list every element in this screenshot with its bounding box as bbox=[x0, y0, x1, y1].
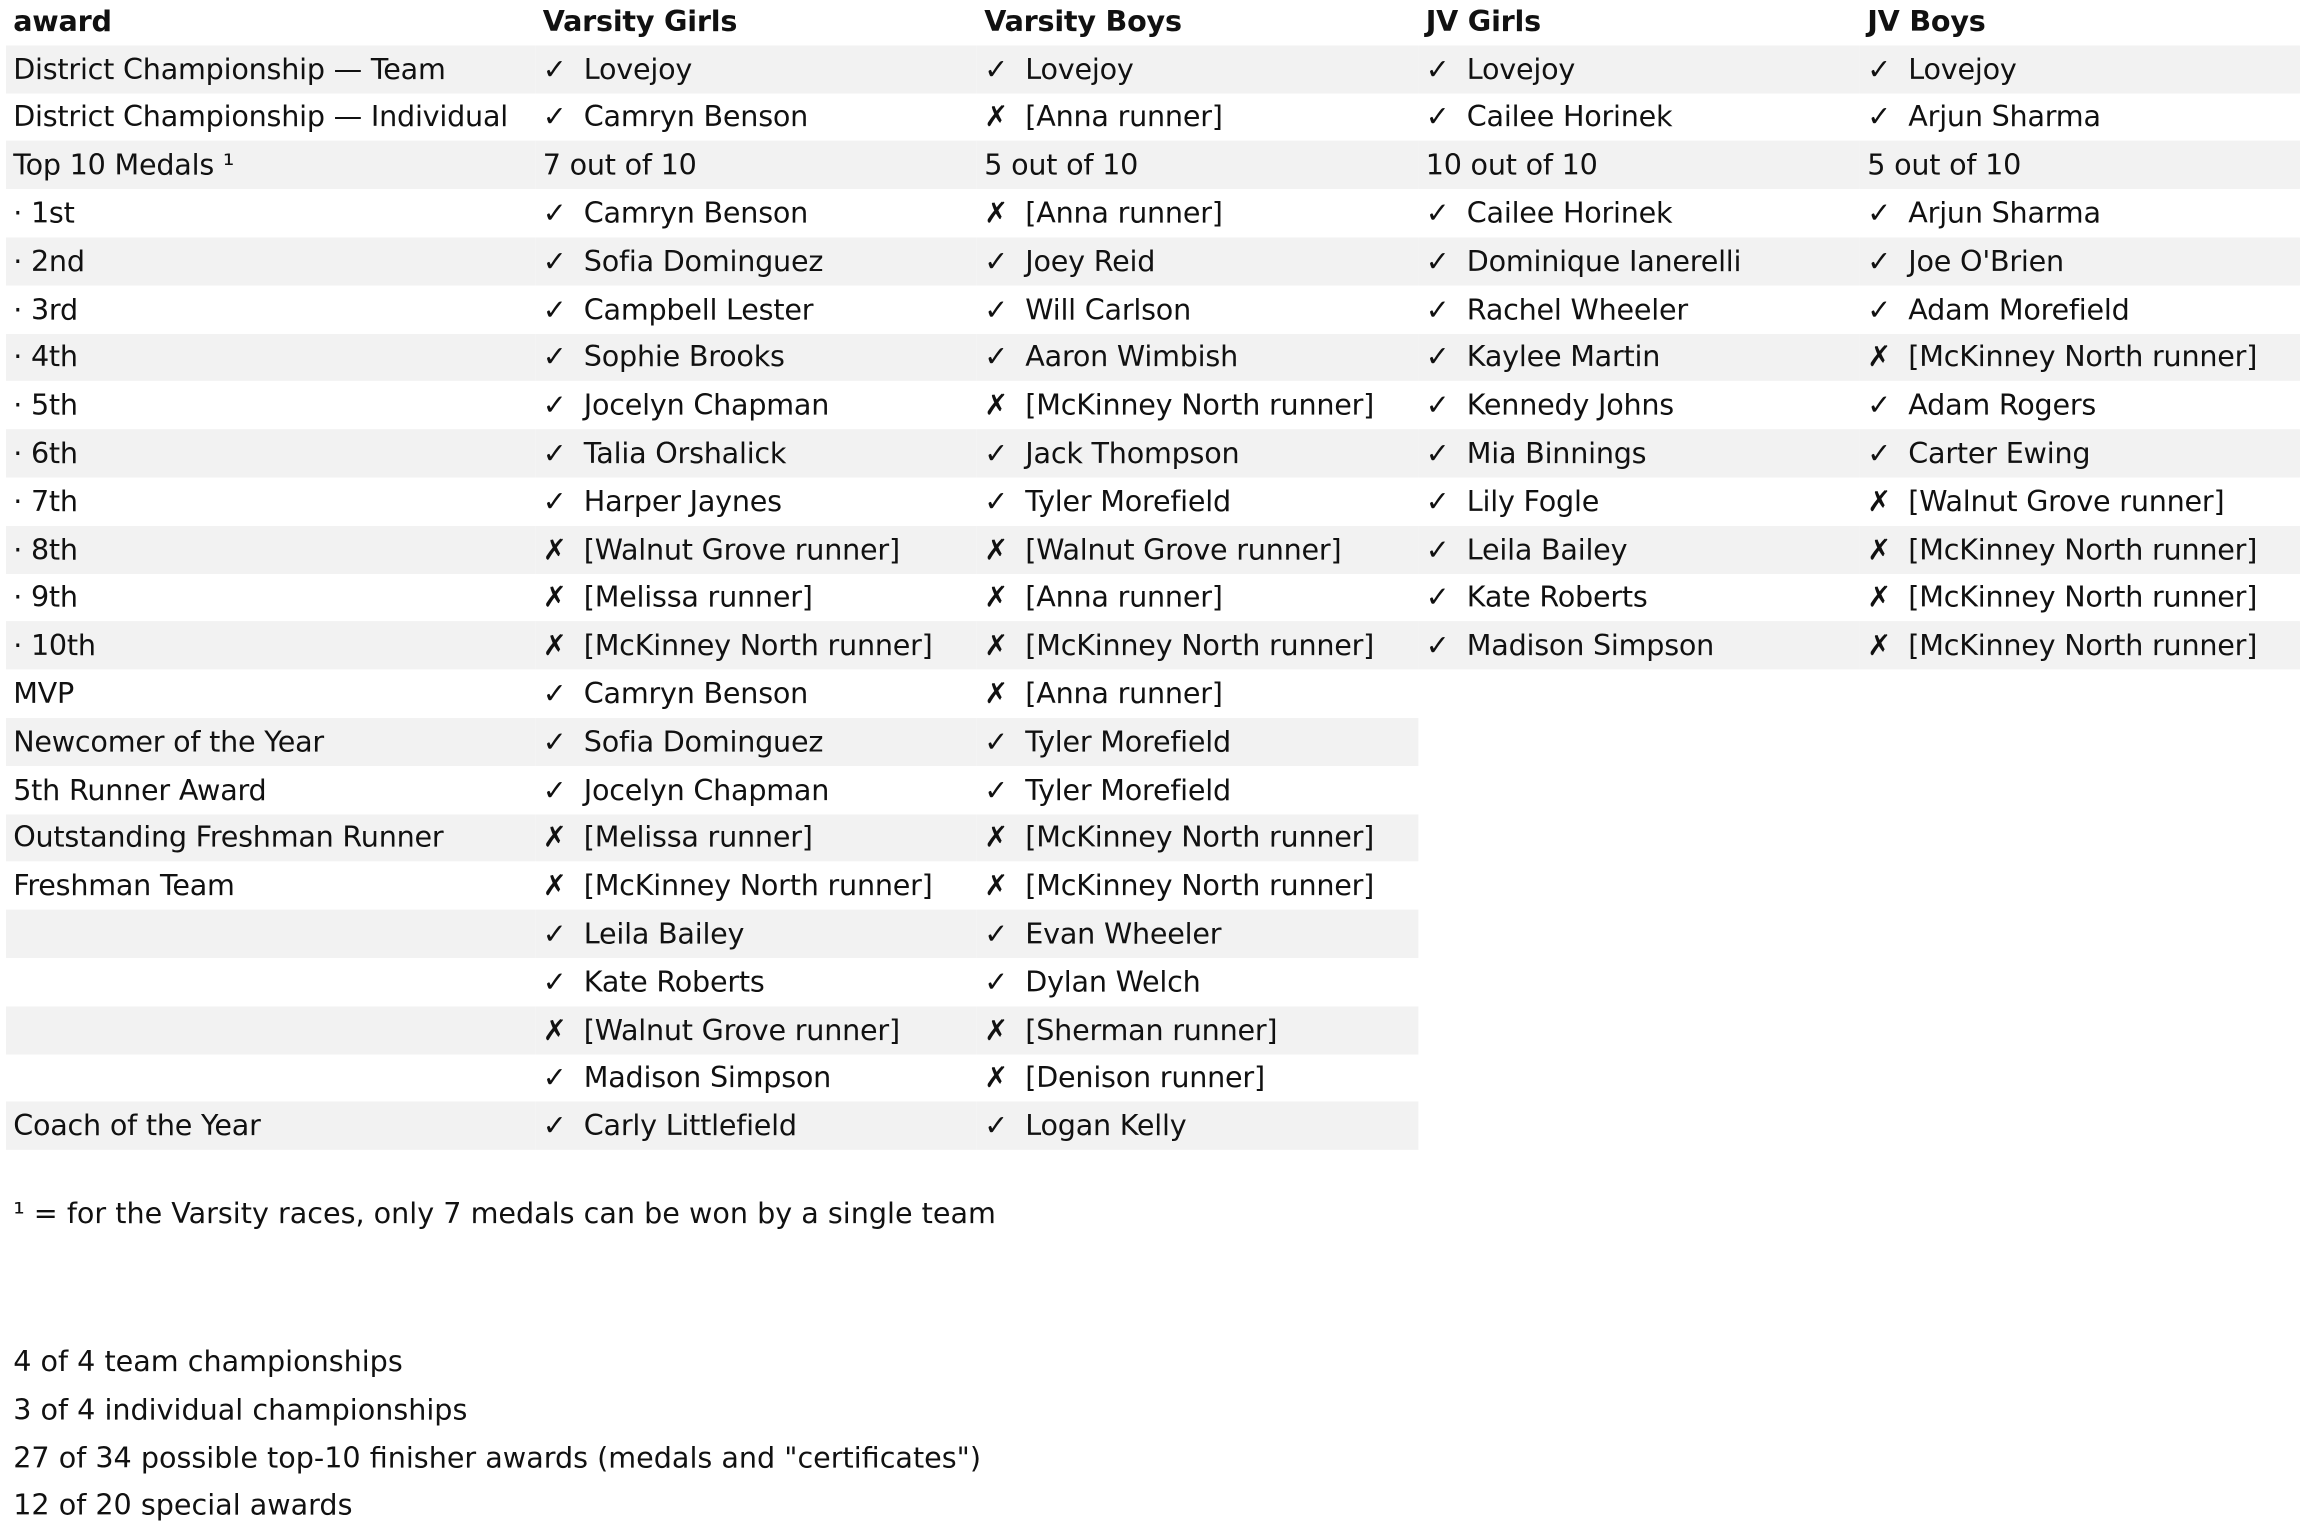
check-mark-icon: ✓ bbox=[542, 436, 567, 471]
table-row bbox=[6, 1054, 2300, 1102]
award-cell bbox=[535, 622, 977, 670]
award-recipient: [Walnut Grove runner] bbox=[1025, 532, 1342, 567]
award-cell bbox=[977, 958, 1419, 1006]
check-mark-icon: ✓ bbox=[542, 340, 567, 375]
award-recipient: Kate Roberts bbox=[1466, 580, 1648, 615]
award-recipient: Carter Ewing bbox=[1908, 436, 2091, 471]
check-mark-icon: ✓ bbox=[542, 100, 567, 135]
award-recipient: Aaron Wimbish bbox=[1025, 340, 1238, 375]
award-cell bbox=[977, 93, 1419, 141]
table-row bbox=[6, 1102, 2300, 1150]
award-recipient: Jocelyn Chapman bbox=[583, 388, 830, 423]
awards-table bbox=[6, 0, 2300, 1150]
awards-table-body bbox=[6, 45, 2300, 1150]
award-recipient: Kate Roberts bbox=[583, 965, 765, 999]
award-recipient: Camryn Benson bbox=[583, 100, 809, 135]
cross-mark-icon: ✗ bbox=[542, 820, 567, 855]
check-mark-icon: ✓ bbox=[542, 1061, 567, 1095]
award-cell bbox=[1418, 45, 1860, 93]
empty-cell bbox=[1418, 766, 1860, 814]
cross-mark-icon: ✗ bbox=[1867, 580, 1892, 615]
award-recipient: Camryn Benson bbox=[583, 676, 809, 711]
table-row bbox=[6, 862, 2300, 910]
award-recipient: 5 out of 10 bbox=[984, 148, 1139, 183]
cross-mark-icon: ✗ bbox=[984, 532, 1008, 567]
award-label bbox=[6, 910, 536, 958]
check-mark-icon: ✓ bbox=[542, 1109, 567, 1143]
check-mark-icon: ✓ bbox=[1867, 244, 1892, 279]
cross-mark-icon: ✗ bbox=[1867, 532, 1892, 567]
award-cell bbox=[977, 1054, 1419, 1102]
check-mark-icon: ✓ bbox=[542, 917, 567, 951]
empty-cell bbox=[1418, 670, 1860, 718]
award-recipient: [Anna runner] bbox=[1025, 100, 1223, 135]
award-recipient: [Anna runner] bbox=[1025, 676, 1223, 711]
award-label: · 10th bbox=[6, 622, 536, 670]
award-recipient: Logan Kelly bbox=[1025, 1109, 1187, 1143]
award-label bbox=[6, 1006, 536, 1054]
award-cell bbox=[535, 237, 977, 285]
award-cell bbox=[535, 766, 977, 814]
table-row bbox=[6, 670, 2300, 718]
award-cell bbox=[1418, 622, 1860, 670]
summary-line: 12 of 20 special awards bbox=[13, 1488, 353, 1523]
empty-cell bbox=[1860, 670, 2300, 718]
check-mark-icon: ✓ bbox=[1425, 628, 1450, 663]
award-recipient: Rachel Wheeler bbox=[1466, 292, 1688, 327]
award-label: · 3rd bbox=[13, 292, 78, 327]
award-recipient: Sofia Dominguez bbox=[583, 244, 824, 279]
award-cell bbox=[535, 381, 977, 429]
empty-cell bbox=[1860, 718, 2300, 766]
award-recipient: Mia Binnings bbox=[1466, 436, 1647, 471]
table-row bbox=[6, 141, 2300, 189]
award-cell bbox=[535, 429, 977, 477]
check-mark-icon: ✓ bbox=[1425, 292, 1450, 327]
award-cell bbox=[1860, 526, 2300, 574]
award-cell bbox=[1860, 189, 2300, 237]
check-mark-icon: ✓ bbox=[1425, 532, 1450, 567]
check-mark-icon: ✓ bbox=[1425, 52, 1450, 86]
check-mark-icon: ✓ bbox=[1867, 52, 1892, 86]
award-cell bbox=[977, 574, 1419, 622]
summary-line: 3 of 4 individual championships bbox=[13, 1392, 468, 1427]
award-recipient: [Denison runner] bbox=[1025, 1061, 1265, 1095]
award-cell bbox=[1418, 93, 1860, 141]
empty-cell bbox=[1418, 1054, 1860, 1102]
award-recipient: [McKinney North runner] bbox=[583, 868, 933, 903]
award-cell bbox=[1860, 477, 2300, 525]
empty-cell bbox=[1418, 910, 1860, 958]
award-cell bbox=[535, 141, 977, 189]
award-cell bbox=[1860, 429, 2300, 477]
award-recipient: Lovejoy bbox=[1025, 52, 1134, 86]
table-row bbox=[6, 285, 2300, 333]
award-recipient: [McKinney North runner] bbox=[583, 628, 933, 663]
table-row bbox=[6, 526, 2300, 574]
award-label: · 7th bbox=[13, 484, 78, 519]
check-mark-icon: ✓ bbox=[984, 244, 1008, 279]
award-recipient: Madison Simpson bbox=[1466, 628, 1715, 663]
table-row bbox=[6, 814, 2300, 862]
check-mark-icon: ✓ bbox=[542, 676, 567, 711]
empty-cell bbox=[1860, 910, 2300, 958]
check-mark-icon: ✓ bbox=[1867, 100, 1892, 135]
cross-mark-icon: ✗ bbox=[984, 868, 1008, 903]
award-label: Coach of the Year bbox=[6, 1102, 536, 1150]
award-cell bbox=[535, 862, 977, 910]
award-recipient: Tyler Morefield bbox=[1025, 772, 1231, 807]
check-mark-icon: ✓ bbox=[1425, 580, 1450, 615]
award-recipient: [McKinney North runner] bbox=[1908, 628, 2258, 663]
award-cell bbox=[977, 1006, 1419, 1054]
award-cell bbox=[1418, 574, 1860, 622]
award-cell bbox=[535, 718, 977, 766]
check-mark-icon: ✓ bbox=[542, 772, 567, 807]
cross-mark-icon: ✗ bbox=[542, 1013, 567, 1047]
footnote: ¹ = for the Varsity races, only 7 medals can be won by a single team bbox=[13, 1196, 996, 1231]
award-label: · 4th bbox=[6, 333, 536, 381]
award-cell bbox=[977, 45, 1419, 93]
award-cell bbox=[1418, 477, 1860, 525]
award-cell bbox=[1418, 429, 1860, 477]
award-recipient: Adam Morefield bbox=[1908, 292, 2130, 327]
award-recipient: [Melissa runner] bbox=[583, 820, 813, 855]
award-cell bbox=[535, 574, 977, 622]
cross-mark-icon: ✗ bbox=[984, 628, 1008, 663]
award-label: · 9th bbox=[13, 580, 78, 615]
table-row bbox=[6, 718, 2300, 766]
award-recipient: Sofia Dominguez bbox=[583, 724, 824, 759]
empty-cell bbox=[1860, 766, 2300, 814]
award-label: Newcomer of the Year bbox=[6, 718, 536, 766]
check-mark-icon: ✓ bbox=[984, 965, 1008, 999]
empty-cell bbox=[1860, 1054, 2300, 1102]
check-mark-icon: ✓ bbox=[1867, 196, 1892, 231]
check-mark-icon: ✓ bbox=[984, 484, 1008, 519]
table-row bbox=[6, 477, 2300, 525]
check-mark-icon: ✓ bbox=[542, 724, 567, 759]
award-label: · 6th bbox=[6, 429, 536, 477]
check-mark-icon: ✓ bbox=[542, 388, 567, 423]
award-recipient: [Walnut Grove runner] bbox=[583, 532, 900, 567]
award-cell bbox=[535, 1102, 977, 1150]
check-mark-icon: ✓ bbox=[1425, 340, 1450, 375]
award-cell bbox=[977, 766, 1419, 814]
award-label: Freshman Team bbox=[13, 868, 235, 903]
table-row bbox=[6, 766, 2300, 814]
award-cell bbox=[977, 1102, 1419, 1150]
award-recipient: [McKinney North runner] bbox=[1025, 388, 1375, 423]
award-recipient: [Sherman runner] bbox=[1025, 1013, 1278, 1047]
check-mark-icon: ✓ bbox=[542, 244, 567, 279]
cross-mark-icon: ✗ bbox=[542, 580, 567, 615]
award-recipient: Dominique Ianerelli bbox=[1466, 244, 1742, 279]
award-recipient: Will Carlson bbox=[1025, 292, 1191, 327]
check-mark-icon: ✓ bbox=[1425, 484, 1450, 519]
award-recipient: Tyler Morefield bbox=[1025, 724, 1231, 759]
award-cell bbox=[535, 285, 977, 333]
award-recipient: Joey Reid bbox=[1025, 244, 1156, 279]
empty-cell bbox=[1418, 862, 1860, 910]
award-recipient: [McKinney North runner] bbox=[1908, 580, 2258, 615]
check-mark-icon: ✓ bbox=[1867, 436, 1892, 471]
award-cell bbox=[535, 1006, 977, 1054]
empty-cell bbox=[1860, 862, 2300, 910]
table-row bbox=[6, 429, 2300, 477]
award-recipient: Arjun Sharma bbox=[1908, 100, 2101, 135]
table-row bbox=[6, 237, 2300, 285]
check-mark-icon: ✓ bbox=[984, 292, 1008, 327]
award-recipient: Tyler Morefield bbox=[1025, 484, 1231, 519]
award-cell bbox=[535, 45, 977, 93]
award-cell bbox=[977, 526, 1419, 574]
check-mark-icon: ✓ bbox=[984, 1109, 1008, 1143]
check-mark-icon: ✓ bbox=[1425, 196, 1450, 231]
check-mark-icon: ✓ bbox=[542, 52, 567, 86]
cross-mark-icon: ✗ bbox=[1867, 340, 1892, 375]
award-cell bbox=[977, 141, 1419, 189]
award-label bbox=[6, 1054, 536, 1102]
award-recipient: Lovejoy bbox=[583, 52, 693, 86]
award-cell bbox=[1860, 45, 2300, 93]
award-cell bbox=[977, 622, 1419, 670]
empty-cell bbox=[1418, 814, 1860, 862]
award-cell bbox=[977, 285, 1419, 333]
table-row bbox=[6, 93, 2300, 141]
table-row bbox=[6, 622, 2300, 670]
award-recipient: [Melissa runner] bbox=[583, 580, 813, 615]
check-mark-icon: ✓ bbox=[984, 436, 1008, 471]
award-cell bbox=[535, 1054, 977, 1102]
table-row bbox=[6, 189, 2300, 237]
award-recipient: Lily Fogle bbox=[1466, 484, 1600, 519]
cross-mark-icon: ✗ bbox=[542, 532, 567, 567]
award-cell bbox=[1418, 285, 1860, 333]
award-recipient: Jocelyn Chapman bbox=[583, 772, 830, 807]
award-label: · 2nd bbox=[6, 237, 536, 285]
award-label: 5th Runner Award bbox=[13, 772, 267, 807]
award-recipient: Evan Wheeler bbox=[1025, 917, 1222, 951]
award-cell bbox=[977, 670, 1419, 718]
table-row bbox=[6, 381, 2300, 429]
award-label: Top 10 Medals ¹ bbox=[6, 141, 536, 189]
check-mark-icon: ✓ bbox=[542, 484, 567, 519]
award-cell bbox=[1418, 237, 1860, 285]
award-cell bbox=[977, 718, 1419, 766]
award-recipient: Madison Simpson bbox=[583, 1061, 832, 1095]
award-recipient: [McKinney North runner] bbox=[1025, 868, 1375, 903]
check-mark-icon: ✓ bbox=[542, 965, 567, 999]
award-cell bbox=[1860, 381, 2300, 429]
column-header-award: award bbox=[13, 4, 112, 38]
award-recipient: [McKinney North runner] bbox=[1025, 820, 1375, 855]
check-mark-icon: ✓ bbox=[542, 196, 567, 231]
award-cell bbox=[977, 237, 1419, 285]
award-cell bbox=[535, 93, 977, 141]
award-recipient: [McKinney North runner] bbox=[1025, 628, 1375, 663]
check-mark-icon: ✓ bbox=[984, 340, 1008, 375]
award-recipient: Carly Littlefield bbox=[583, 1109, 797, 1143]
check-mark-icon: ✓ bbox=[1425, 100, 1450, 135]
check-mark-icon: ✓ bbox=[984, 724, 1008, 759]
check-mark-icon: ✓ bbox=[1425, 388, 1450, 423]
award-recipient: Kennedy Johns bbox=[1466, 388, 1675, 423]
cross-mark-icon: ✗ bbox=[984, 1061, 1008, 1095]
award-cell bbox=[535, 814, 977, 862]
award-cell bbox=[1860, 237, 2300, 285]
award-recipient: 10 out of 10 bbox=[1425, 148, 1598, 183]
award-cell bbox=[977, 862, 1419, 910]
cross-mark-icon: ✗ bbox=[542, 868, 567, 903]
award-cell bbox=[977, 333, 1419, 381]
award-cell bbox=[1860, 285, 2300, 333]
award-recipient: [McKinney North runner] bbox=[1908, 340, 2258, 375]
check-mark-icon: ✓ bbox=[1867, 292, 1892, 327]
award-label: Outstanding Freshman Runner bbox=[6, 814, 536, 862]
award-cell bbox=[535, 670, 977, 718]
cross-mark-icon: ✗ bbox=[984, 196, 1008, 231]
award-recipient: Cailee Horinek bbox=[1466, 100, 1673, 135]
column-header-varsity-girls: Varsity Girls bbox=[542, 4, 738, 38]
table-row bbox=[6, 910, 2300, 958]
award-recipient: Camryn Benson bbox=[583, 196, 809, 231]
check-mark-icon: ✓ bbox=[1425, 244, 1450, 279]
award-label: · 8th bbox=[6, 526, 536, 574]
cross-mark-icon: ✗ bbox=[984, 580, 1008, 615]
award-cell bbox=[1418, 189, 1860, 237]
award-cell bbox=[977, 429, 1419, 477]
award-cell bbox=[1418, 141, 1860, 189]
table-row bbox=[6, 574, 2300, 622]
check-mark-icon: ✓ bbox=[1425, 436, 1450, 471]
award-cell bbox=[977, 814, 1419, 862]
check-mark-icon: ✓ bbox=[542, 292, 567, 327]
award-recipient: Lovejoy bbox=[1908, 52, 2017, 86]
award-recipient: Dylan Welch bbox=[1025, 965, 1201, 999]
empty-cell bbox=[1860, 958, 2300, 1006]
award-recipient: [McKinney North runner] bbox=[1908, 532, 2258, 567]
check-mark-icon: ✓ bbox=[984, 772, 1008, 807]
award-cell bbox=[535, 477, 977, 525]
check-mark-icon: ✓ bbox=[984, 52, 1008, 86]
award-cell bbox=[535, 333, 977, 381]
award-cell bbox=[977, 189, 1419, 237]
cross-mark-icon: ✗ bbox=[984, 388, 1008, 423]
empty-cell bbox=[1860, 814, 2300, 862]
check-mark-icon: ✓ bbox=[984, 917, 1008, 951]
award-label: District Championship — Individual bbox=[13, 100, 508, 135]
award-recipient: Kaylee Martin bbox=[1466, 340, 1661, 375]
award-cell bbox=[1860, 333, 2300, 381]
award-label: · 5th bbox=[13, 388, 78, 423]
award-recipient: 7 out of 10 bbox=[542, 148, 697, 183]
award-label: District Championship — Team bbox=[6, 45, 536, 93]
table-row bbox=[6, 1006, 2300, 1054]
cross-mark-icon: ✗ bbox=[1867, 628, 1892, 663]
award-recipient: Talia Orshalick bbox=[583, 436, 787, 471]
empty-cell bbox=[1418, 718, 1860, 766]
award-label: MVP bbox=[13, 676, 75, 711]
award-recipient: Campbell Lester bbox=[583, 292, 814, 327]
empty-cell bbox=[1418, 1102, 1860, 1150]
empty-cell bbox=[1860, 1006, 2300, 1054]
award-cell bbox=[535, 958, 977, 1006]
award-cell bbox=[535, 910, 977, 958]
award-recipient: Harper Jaynes bbox=[583, 484, 782, 519]
table-row bbox=[6, 45, 2300, 93]
cross-mark-icon: ✗ bbox=[984, 676, 1008, 711]
cross-mark-icon: ✗ bbox=[542, 628, 567, 663]
column-header-jv-boys: JV Boys bbox=[1867, 4, 1986, 38]
award-cell bbox=[1860, 141, 2300, 189]
award-recipient: Leila Bailey bbox=[1466, 532, 1628, 567]
award-cell bbox=[1418, 381, 1860, 429]
award-recipient: Lovejoy bbox=[1466, 52, 1576, 86]
check-mark-icon: ✓ bbox=[1867, 388, 1892, 423]
cross-mark-icon: ✗ bbox=[1867, 484, 1892, 519]
empty-cell bbox=[1418, 1006, 1860, 1054]
column-header-jv-girls: JV Girls bbox=[1425, 4, 1541, 38]
award-recipient: Sophie Brooks bbox=[583, 340, 785, 375]
empty-cell bbox=[1860, 1102, 2300, 1150]
award-cell bbox=[977, 381, 1419, 429]
award-cell bbox=[1860, 622, 2300, 670]
award-cell bbox=[977, 910, 1419, 958]
table-row bbox=[6, 958, 2300, 1006]
award-recipient: [Walnut Grove runner] bbox=[1908, 484, 2225, 519]
award-label bbox=[6, 958, 536, 1006]
table-row bbox=[6, 333, 2300, 381]
summary-line: 4 of 4 team championships bbox=[13, 1344, 403, 1379]
award-cell bbox=[977, 477, 1419, 525]
award-recipient: 5 out of 10 bbox=[1867, 148, 2022, 183]
award-recipient: Leila Bailey bbox=[583, 917, 745, 951]
header-row bbox=[6, 0, 2300, 45]
award-recipient: Arjun Sharma bbox=[1908, 196, 2101, 231]
award-recipient: Joe O'Brien bbox=[1908, 244, 2064, 279]
summary-line: 27 of 34 possible top-10 finisher awards (medals and "certificates") bbox=[13, 1440, 981, 1475]
award-cell bbox=[1860, 93, 2300, 141]
cross-mark-icon: ✗ bbox=[984, 100, 1008, 135]
empty-cell bbox=[1418, 958, 1860, 1006]
award-recipient: Jack Thompson bbox=[1025, 436, 1240, 471]
summary-list bbox=[13, 1339, 981, 1531]
award-cell bbox=[1860, 574, 2300, 622]
award-recipient: Adam Rogers bbox=[1908, 388, 2097, 423]
award-cell bbox=[1418, 526, 1860, 574]
award-recipient: [Walnut Grove runner] bbox=[583, 1013, 900, 1047]
award-recipient: Cailee Horinek bbox=[1466, 196, 1673, 231]
award-label: · 1st bbox=[13, 196, 75, 231]
award-recipient: [Anna runner] bbox=[1025, 196, 1223, 231]
cross-mark-icon: ✗ bbox=[984, 1013, 1008, 1047]
column-header-varsity-boys: Varsity Boys bbox=[984, 4, 1182, 38]
award-cell bbox=[535, 526, 977, 574]
award-cell bbox=[1418, 333, 1860, 381]
cross-mark-icon: ✗ bbox=[984, 820, 1008, 855]
award-cell bbox=[535, 189, 977, 237]
award-recipient: [Anna runner] bbox=[1025, 580, 1223, 615]
